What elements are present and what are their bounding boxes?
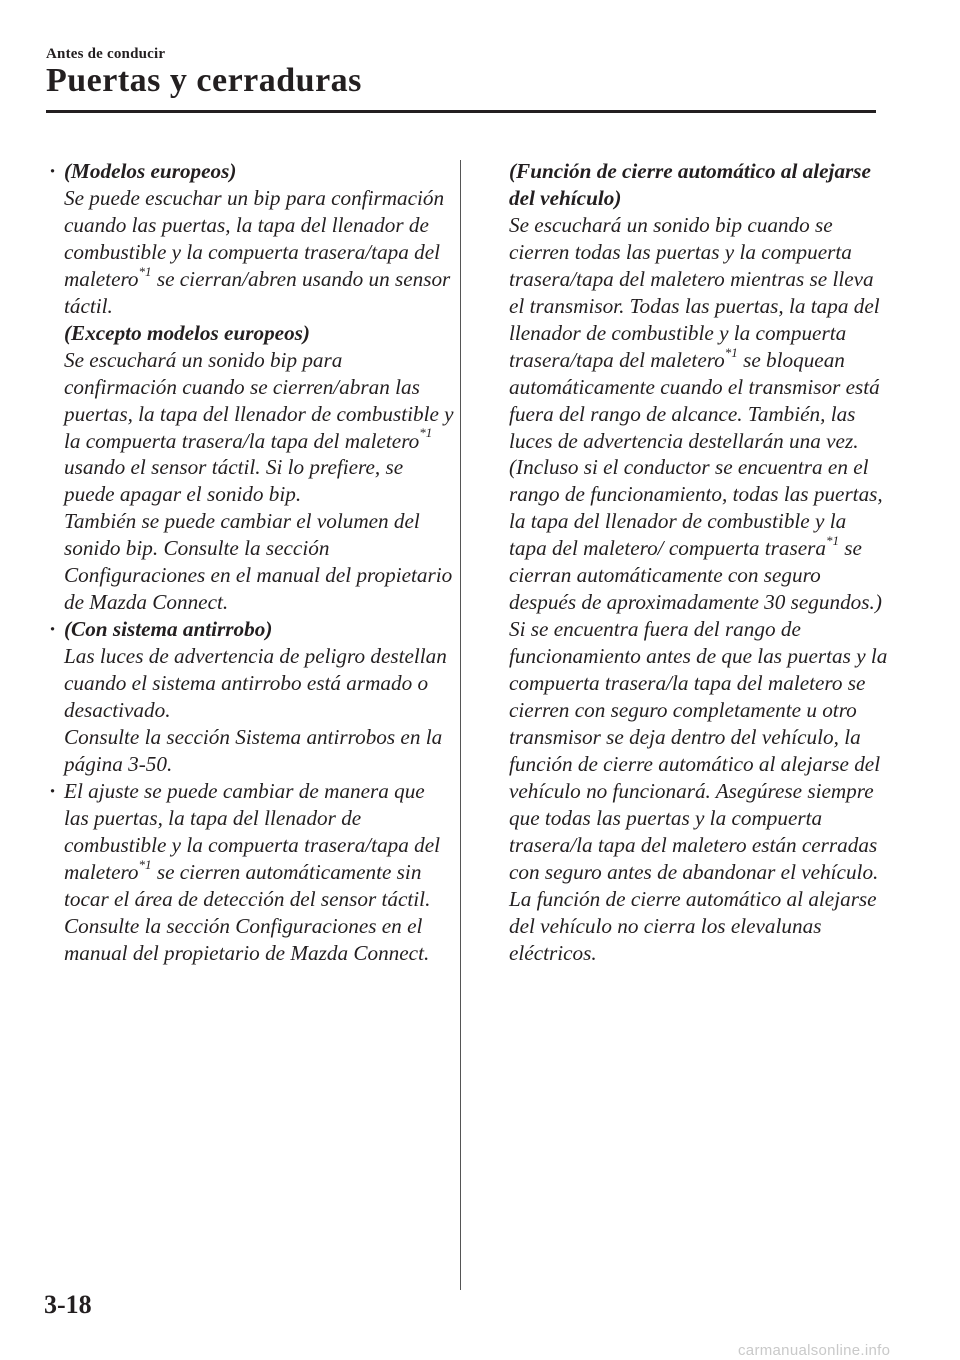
footnote-marker: *1 xyxy=(138,856,152,872)
body-text: se cierren automáticamente sin tocar el área de detección del sensor táctil. xyxy=(64,859,431,911)
body-text: Las luces de advertencia de peligro destellan cuando el sistema antirrobo está armado o desactivado. xyxy=(64,644,447,723)
sub-heading: (Excepto modelos europeos) xyxy=(64,320,310,345)
bullet-setting-change xyxy=(64,778,454,967)
page-number: 3-18 xyxy=(44,1290,92,1319)
left-column xyxy=(64,158,454,967)
auto-lock-section xyxy=(509,158,889,967)
bullet-european-models xyxy=(64,158,454,616)
footnote-marker: *1 xyxy=(138,263,152,279)
body-text: se cierran/abren usando un sensor táctil. xyxy=(64,266,451,318)
page-title: Puertas y cerraduras xyxy=(46,62,362,99)
watermark: carmanualsonline.info xyxy=(738,1342,891,1359)
footnote-marker: *1 xyxy=(826,533,839,549)
body-text: se bloquean automáticamente cuando el transmisor está fuera del rango de alcance. También, las luces de advertencia destellarán una vez. (Incluso si el conductor se encuentra en el rango de funcionamiento, todas las puertas, la tapa del llenador de combustible y la tapa del maletero/ compuerta trasera xyxy=(509,347,883,561)
right-column xyxy=(509,158,889,967)
footnote-marker: *1 xyxy=(419,425,433,441)
column-divider xyxy=(460,160,461,1290)
section-heading: (Función de cierre automático al alejarse del vehículo) xyxy=(509,159,871,210)
header-rule xyxy=(46,110,876,113)
section-label: Antes de conducir xyxy=(46,46,166,62)
body-text: Se escuchará un sonido bip para confirmación cuando se cierren/abran las puertas, la tapa del llenador de combustible y la compuerta trasera/la tapa del maletero xyxy=(64,347,454,453)
body-text: El ajuste se puede cambiar de manera que las puertas, la tapa del llenador de combustible y la compuerta trasera/tapa del maletero xyxy=(64,778,441,884)
bullet-heading: (Con sistema antirrobo) xyxy=(64,617,273,642)
footnote-marker: *1 xyxy=(724,344,738,360)
body-text: Se puede escuchar un bip para confirmación cuando las puertas, la tapa del llenador de combustible y la compuerta trasera/tapa del maletero xyxy=(64,185,445,291)
body-text: También se puede cambiar el volumen del sonido bip. Consulte la sección Configuraciones en el manual del propietario de Mazda Connect. xyxy=(64,509,453,615)
bullet-heading: (Modelos europeos) xyxy=(64,159,237,183)
body-text: Se escuchará un sonido bip cuando se cierren todas las puertas y la compuerta trasera/tapa del maletero mientras se lleva el transmisor. Todas las puertas, la tapa del llenador de combustible y la compuerta trasera/tapa del maletero xyxy=(509,212,880,372)
bullet-anti-theft xyxy=(64,616,454,778)
body-text: usando el sensor táctil. Si lo prefiere, se puede apagar el sonido bip. xyxy=(64,455,404,507)
body-text: Consulte la sección Configuraciones en el manual del propietario de Mazda Connect. xyxy=(64,913,430,965)
body-text: Consulte la sección Sistema antirrobos en la página 3-50. xyxy=(64,725,443,776)
body-text: se cierran automáticamente con seguro después de aproximadamente 30 segundos.) Si se encuentra fuera del rango de funcionamiento antes de que las puertas y la compuerta trasera/la tapa del maletero se cierren con seguro completamente u otro transmisor se deja dentro del vehículo, la función de cierre automático al alejarse del vehículo no funcionará. Asegúrese siempre que todas las puertas y la compuerta trasera/la tapa del maletero están cerradas con seguro antes de abandonar el vehículo. La función de cierre automático al alejarse del vehículo no cierra los elevalunas eléctricos. xyxy=(509,536,888,965)
